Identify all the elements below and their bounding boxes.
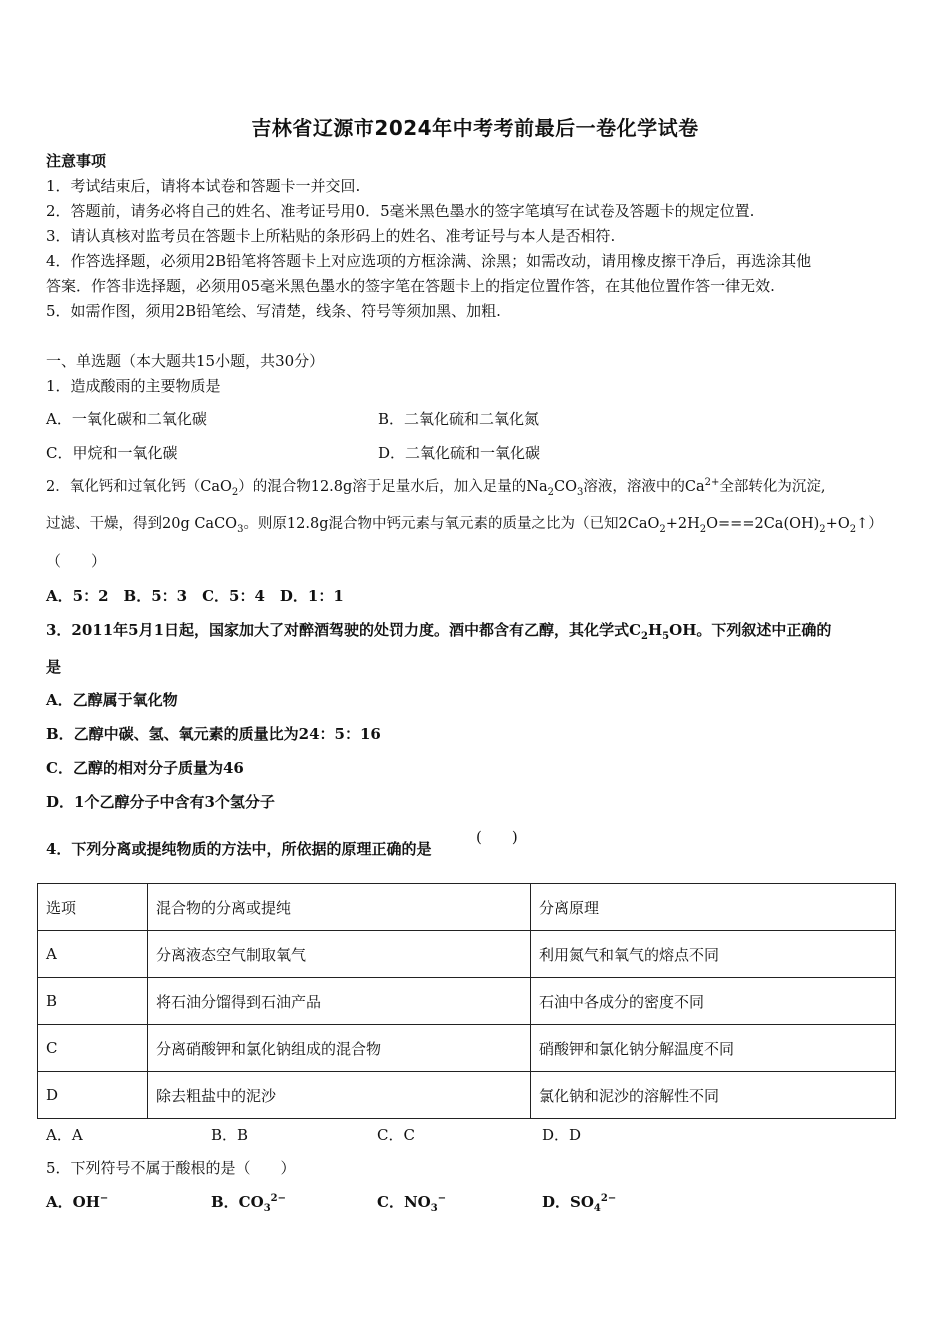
notice-item-5: 5．如需作图，须用2B铅笔绘、写清楚，线条、符号等须加黑、加粗. — [46, 302, 501, 320]
q3-stem-line1: 3．2011年5月1日起，国家加大了对醉酒驾驶的处罚力度。酒中都含有乙醇，其化学式$C_2H_5OH$。下列叙述中正确的 — [46, 621, 832, 642]
q4-option-a: A．A — [46, 1126, 83, 1144]
table-header-cell: 分离原理 — [531, 884, 896, 931]
table-row — [38, 931, 896, 978]
q1-option-c: C．甲烷和一氧化碳 — [46, 444, 178, 462]
q4-option-d: D．D — [542, 1126, 582, 1144]
q5-stem: 5．下列符号不属于酸根的是（ ） — [46, 1159, 296, 1177]
table-cell: 硝酸钾和氯化钠分解温度不同 — [531, 1025, 896, 1072]
table-row — [38, 1072, 896, 1119]
q2-options: A．5：2 B．5：3 C．5：4 D．1：1 — [46, 587, 344, 605]
table-cell: 氯化钠和泥沙的溶解性不同 — [531, 1072, 896, 1119]
notice-item-4: 4．作答选择题，必须用2B铅笔将答题卡上对应选项的方框涂满、涂黑；如需改动，请用橡皮擦干净后，再选涂其他 — [46, 252, 812, 270]
q2-paren: （ ） — [46, 552, 107, 570]
notice-item-4-cont: 答案．作答非选择题，必须用05毫米黑色墨水的签字笔在答题卡上的指定位置作答，在其他位置作答一律无效. — [46, 277, 775, 295]
table-row — [38, 978, 896, 1025]
q5-option-b: B．$CO_3^{2-}$ — [211, 1193, 286, 1214]
q1-stem: 1．造成酸雨的主要物质是 — [46, 377, 221, 395]
table-cell: C — [38, 1025, 148, 1072]
notice-heading: 注意事项 — [46, 152, 107, 170]
table-cell: 分离液态空气制取氧气 — [148, 931, 531, 978]
q4-paren: ( ) — [476, 828, 518, 846]
q3-option-a: A．乙醇属于氧化物 — [46, 691, 178, 709]
q3-option-c: C．乙醇的相对分子质量为46 — [46, 759, 244, 777]
table-cell: B — [38, 978, 148, 1025]
q4-stem: 4．下列分离或提纯物质的方法中，所依据的原理正确的是 — [46, 840, 432, 858]
table-row — [38, 1025, 896, 1072]
table-cell: 将石油分馏得到石油产品 — [148, 978, 531, 1025]
q5-option-c: C．$NO_3^-$ — [377, 1193, 447, 1214]
table-cell: 利用氮气和氧气的熔点不同 — [531, 931, 896, 978]
table-cell: 分离硝酸钾和氯化钠组成的混合物 — [148, 1025, 531, 1072]
table-cell: 石油中各成分的密度不同 — [531, 978, 896, 1025]
notice-item-1: 1．考试结束后，请将本试卷和答题卡一并交回. — [46, 177, 361, 195]
page-title: 吉林省辽源市2024年中考考前最后一卷化学试卷 — [251, 116, 699, 140]
section-heading: 一、单选题（本大题共15小题，共30分） — [46, 352, 325, 370]
notice-item-2: 2．答题前，请务必将自己的姓名、准考证号用0．5毫米黑色墨水的签字笔填写在试卷及答题卡的规定位置. — [46, 202, 755, 220]
q5-option-d: D．$SO_4^{2-}$ — [542, 1193, 617, 1214]
q3-stem-line2: 是 — [46, 658, 62, 676]
q1-option-d: D．二氧化硫和一氧化碳 — [378, 444, 541, 462]
q4-option-c: C．C — [377, 1126, 415, 1144]
table-header-row — [38, 884, 896, 931]
q1-option-b: B．二氧化硫和二氧化氮 — [378, 410, 540, 428]
notice-item-3: 3．请认真核对监考员在答题卡上所粘贴的条形码上的姓名、准考证号与本人是否相符. — [46, 227, 616, 245]
q2-stem-line2: 过滤、干燥，得到20g CaCO$_3$。则原12.8g混合物中钙元素与氧元素的质量之比为（已知$2CaO_2+2H_2O===2Ca(OH)_2+O_2↑$） — [46, 516, 883, 535]
table-cell: 除去粗盐中的泥沙 — [148, 1072, 531, 1119]
table-cell: D — [38, 1072, 148, 1119]
q1-option-a: A．一氧化碳和二氧化碳 — [46, 410, 207, 428]
q3-option-b: B．乙醇中碳、氢、氧元素的质量比为24：5：16 — [46, 725, 381, 743]
table-header-cell: 混合物的分离或提纯 — [148, 884, 531, 931]
q4-option-b: B．B — [211, 1126, 249, 1144]
table-header-cell: 选项 — [38, 884, 148, 931]
q3-option-d: D．1个乙醇分子中含有3个氢分子 — [46, 793, 275, 811]
q5-option-a: A．OH− — [46, 1193, 109, 1211]
q2-stem-line1: 2．氧化钙和过氧化钙（CaO$_2$）的混合物12.8g溶于足量水后，加入足量的$Na_2CO_3$溶液，溶液中的$Ca^{2+}$全部转化为沉淀, — [46, 477, 826, 498]
table-cell: A — [38, 931, 148, 978]
q4-table — [37, 883, 896, 1119]
